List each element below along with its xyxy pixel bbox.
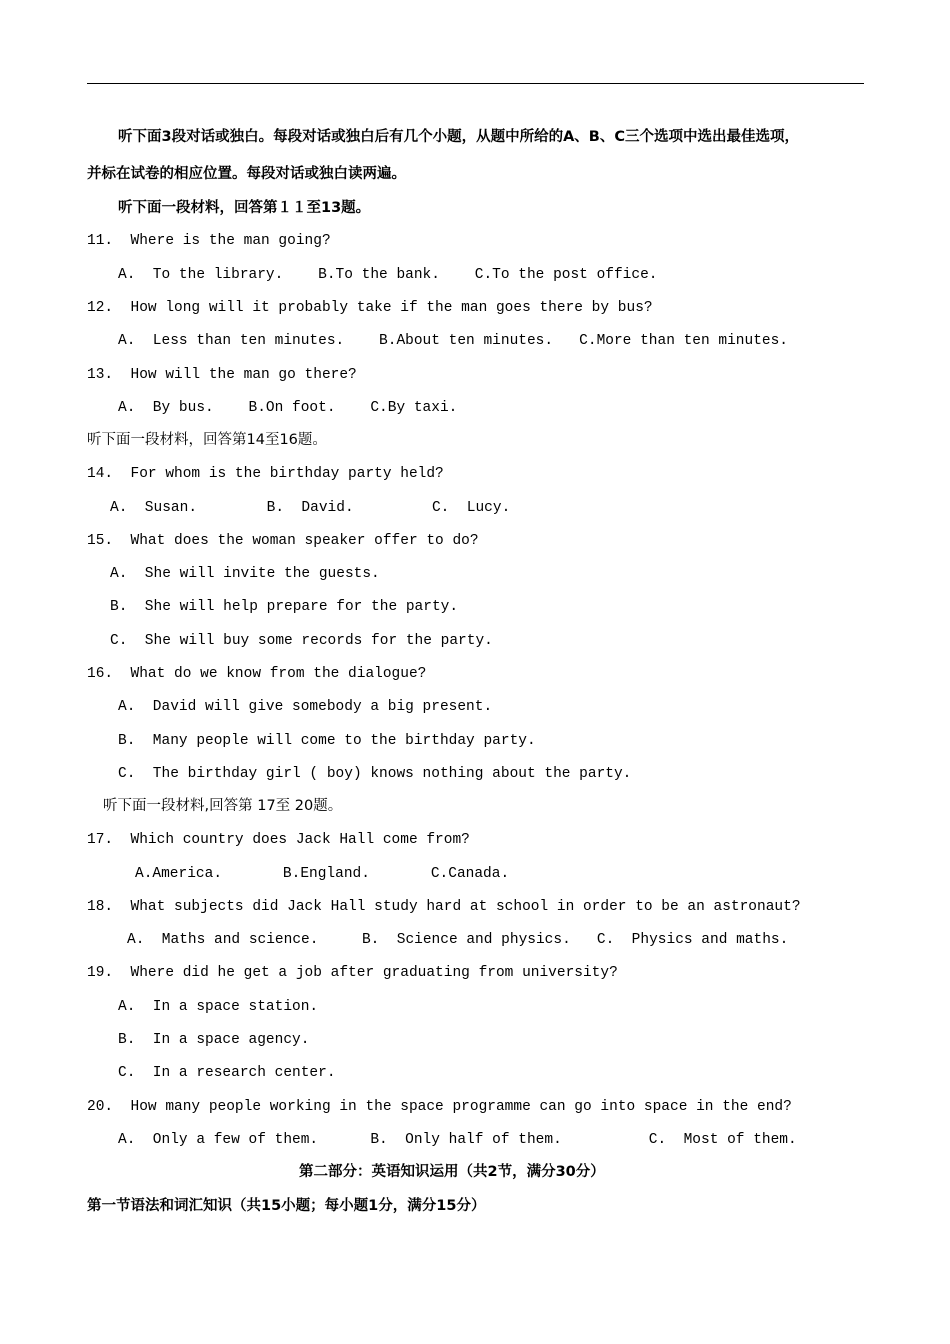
q13-stem: 13. How will the man go there? — [87, 367, 357, 383]
q14-options: A. Susan. B. David. C. Lucy. — [110, 500, 511, 516]
q20-options: A. Only a few of them. B. Only half of them. C. Most of them. — [118, 1132, 797, 1148]
q16-stem: 16. What do we know from the dialogue? — [87, 666, 427, 682]
section-3-heading: 听下面一段材料,回答第 17至 20题。 — [103, 798, 343, 814]
q16-option-c: C. The birthday girl ( boy) knows nothing about the party. — [118, 766, 632, 782]
q11-options: A. To the library. B.To the bank. C.To the post office. — [118, 267, 658, 283]
q19-option-c: C. In a research center. — [118, 1065, 336, 1081]
section-1-heading: 听下面一段材料，回答第１１至13题。 — [118, 200, 371, 216]
q15-option-b: B. She will help prepare for the party. — [110, 599, 459, 615]
q17-stem: 17. Which country does Jack Hall come from? — [87, 832, 470, 848]
q18-stem: 18. What subjects did Jack Hall study hard at school in order to be an astronaut? — [87, 899, 801, 915]
q20-stem: 20. How many people working in the space programme can go into space in the end? — [87, 1099, 792, 1115]
q18-options: A. Maths and science. B. Science and physics. C. Physics and maths. — [127, 932, 789, 948]
part-2-title: 第二部分：英语知识运用（共2节，满分30分） — [299, 1164, 605, 1180]
q12-options: A. Less than ten minutes. B.About ten minutes. C.More than ten minutes. — [118, 333, 789, 349]
q16-option-a: A. David will give somebody a big present. — [118, 699, 493, 715]
instructions-line-2: 并标在试卷的相应位置。每段对话或独白读两遍。 — [87, 166, 406, 182]
q14-stem: 14. For whom is the birthday party held? — [87, 466, 444, 482]
q15-option-c: C. She will buy some records for the party. — [110, 633, 493, 649]
q19-stem: 19. Where did he get a job after graduating from university? — [87, 965, 618, 981]
q19-option-a: A. In a space station. — [118, 999, 319, 1015]
q15-stem: 15. What does the woman speaker offer to do? — [87, 533, 479, 549]
q13-options: A. By bus. B.On foot. C.By taxi. — [118, 400, 458, 416]
q15-option-a: A. She will invite the guests. — [110, 566, 380, 582]
q12-stem: 12. How long will it probably take if the man goes there by bus? — [87, 300, 653, 316]
header-rule — [87, 83, 864, 84]
q19-option-b: B. In a space agency. — [118, 1032, 310, 1048]
part-2-section-1-heading: 第一节语法和词汇知识（共15小题；每小题1分，满分15分） — [87, 1198, 486, 1214]
section-2-heading: 听下面一段材料，回答第14至16题。 — [87, 432, 327, 448]
q16-option-b: B. Many people will come to the birthday party. — [118, 733, 536, 749]
q11-stem: 11. Where is the man going? — [87, 233, 331, 249]
q17-options: A.America. B.England. C.Canada. — [135, 866, 510, 882]
instructions-line-1: 听下面3段对话或独白。每段对话或独白后有几个小题，从题中所给的A、B、C三个选项中选出最佳选项， — [118, 129, 800, 145]
